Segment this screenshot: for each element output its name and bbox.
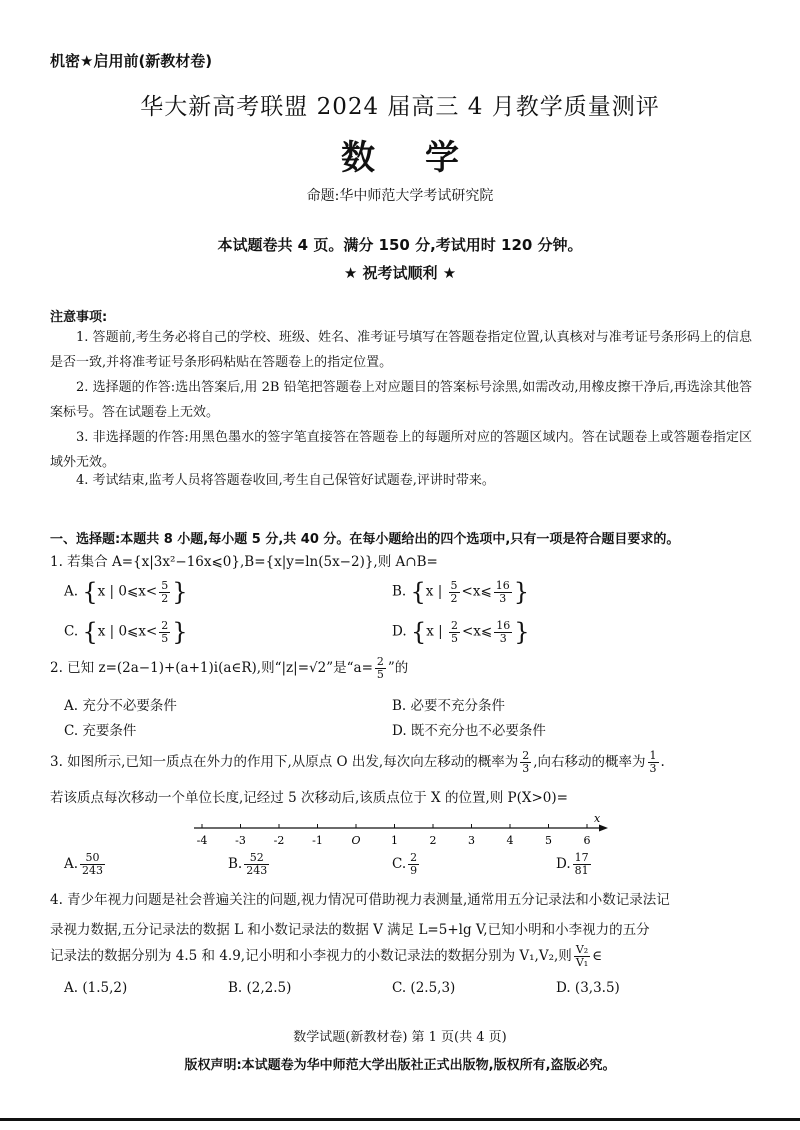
q3-option-b — [228, 852, 271, 877]
q1-d-label: D. — [392, 623, 407, 640]
q1-c-label: C. — [64, 623, 79, 640]
section-heading: 一、选择题:本题共 8 小题,每小题 5 分,共 40 分。在每小题给出的四个选项中,只有一项是符合题目要求的。 — [50, 532, 680, 547]
q1-option-d — [392, 618, 530, 646]
q1-a-fraction — [159, 580, 170, 605]
copyright-notice: 版权声明:本试题卷为华中师范大学出版社正式出版物,版权所有,盗版必究。 — [184, 1058, 616, 1073]
notice-item-2: 2. 选择题的作答:选出答案后,用 2B 铅笔把答题卷上对应题目的答案标号涂黑,如需改动,用橡皮擦干净后,再选涂其他答案标号。答在试题卷上无效。 — [50, 380, 752, 420]
q1-b-mid: <x⩽ — [461, 583, 492, 600]
notice-item-3: 3. 非选择题的作答:用黑色墨水的签字笔直接答在答题卷上的每题所对应的答题区域内。答在试题卷上或答题卷指定区域外无效。 — [50, 430, 752, 470]
number-line-figure — [190, 812, 610, 852]
q3-d-fraction — [573, 852, 591, 877]
right-brace-icon: } — [172, 618, 188, 646]
q2-stem-num: 2 — [376, 655, 384, 668]
q3-stem1-pre: 3. 如图所示,已知一质点在外力的作用下,从原点 O 出发,每次向左移动的概率为 — [50, 754, 519, 770]
q2-option-c: C. 充要条件 — [64, 723, 137, 739]
q1-b-label: B. — [392, 583, 407, 600]
q1-b-den2: 3 — [499, 591, 507, 605]
q1-b-num1: 5 — [450, 578, 458, 592]
bottom-rule — [0, 1118, 800, 1121]
q3-a-fraction — [80, 852, 105, 877]
q1-a-label: A. — [64, 583, 79, 600]
q1-b-var: x | — [425, 583, 447, 600]
q2-option-d: D. 既不充分也不必要条件 — [392, 723, 546, 739]
right-brace-icon: } — [513, 578, 530, 606]
q3-b-num: 52 — [244, 852, 269, 865]
q2-stem — [50, 656, 408, 681]
left-brace-icon: { — [410, 578, 426, 606]
left-brace-icon: { — [410, 618, 427, 646]
tick-label: O — [351, 834, 361, 847]
exam-info: 本试题卷共 4 页。满分 150 分,考试用时 120 分钟。 — [217, 236, 583, 254]
q1-a-text: x | 0⩽x< — [97, 583, 158, 600]
axis-arrow-icon — [599, 825, 608, 832]
q4-line3-pre: 记录法的数据分别为 4.5 和 4.9,记小明和小李视力的小数记录法的数据分别为 V₁,V₂,则 — [50, 948, 572, 964]
notice-item-4: 4. 考试结束,监考人员将答题卷收回,考生自己保管好试题卷,评讲时带来。 — [76, 473, 495, 488]
q2-stem-post: ”的 — [387, 660, 409, 676]
notice-title: 注意事项: — [50, 310, 108, 325]
q1-d-num2: 16 — [496, 618, 511, 632]
q1-d-fraction-1 — [449, 620, 460, 645]
q4-ratio-den: V₁ — [575, 956, 589, 969]
tick-label: 5 — [545, 834, 552, 847]
q4-option-a: A. (1.5,2) — [64, 980, 128, 996]
q1-d-num1: 2 — [450, 618, 458, 632]
q3-option-c — [392, 852, 421, 877]
tick-label: 4 — [506, 834, 514, 847]
q3-b-label: B. — [228, 856, 243, 872]
exam-title: 华大新高考联盟 2024 届高三 4 月教学质量测评 — [140, 94, 660, 120]
tick-label: -4 — [196, 834, 208, 847]
confidential-label: 机密★启用前(新教材卷) — [50, 52, 213, 70]
q1-c-fraction — [159, 620, 170, 645]
q2-option-b: B. 必要不充分条件 — [392, 698, 506, 714]
q3-option-d — [556, 852, 593, 877]
right-brace-icon: } — [514, 618, 530, 646]
q3-b-den: 243 — [246, 864, 268, 877]
q1-d-var: x | — [426, 623, 447, 640]
q1-c-den: 5 — [161, 631, 169, 645]
tick-label: 3 — [468, 834, 475, 847]
tick-label: -2 — [273, 834, 285, 847]
tick-label: -1 — [312, 834, 323, 847]
tick-label: 6 — [583, 834, 591, 847]
q3-p-left-den: 3 — [522, 762, 530, 775]
right-brace-icon: } — [172, 578, 188, 606]
q1-a-num: 5 — [161, 578, 169, 592]
tick-label: 1 — [391, 834, 398, 847]
q3-a-label: A. — [64, 856, 79, 872]
subject-title: 数学 — [341, 138, 509, 178]
good-luck-line: ★ 祝考试顺利 ★ — [343, 264, 457, 282]
q2-stem-fraction — [375, 656, 386, 681]
q4-option-b: B. (2,2.5) — [228, 980, 292, 996]
q1-b-fraction-1 — [449, 580, 460, 605]
q3-p-left-num: 2 — [522, 749, 530, 762]
q3-option-a — [64, 852, 107, 877]
q3-stem-line2: 若该质点每次移动一个单位长度,记经过 5 次移动后,该质点位于 X 的位置,则 P(X>0)= — [50, 790, 568, 806]
page-footer: 数学试题(新教材卷) 第 1 页(共 4 页) — [293, 1030, 507, 1045]
q4-ratio-num: V₂ — [575, 943, 589, 956]
q3-c-num: 2 — [410, 851, 418, 864]
q4-ratio-fraction — [574, 944, 590, 969]
q3-d-num: 17 — [574, 851, 589, 864]
q1-option-a — [64, 578, 187, 606]
q4-line1: 4. 青少年视力问题是社会普遍关注的问题,视力情况可借助视力表测量,通常用五分记录法和小数记录法记 — [50, 892, 670, 908]
q1-b-fraction-2 — [494, 580, 512, 605]
q1-d-fraction-2 — [494, 620, 512, 645]
q4-line2: 录视力数据,五分记录法的数据 L 和小数记录法的数据 V 满足 L=5+lg V,已知小明和小李视力的五分 — [50, 922, 650, 938]
author-line: 命题:华中师范大学考试研究院 — [306, 188, 494, 204]
q1-option-b — [392, 578, 529, 606]
q1-d-mid: <x⩽ — [461, 623, 493, 640]
q4-option-d: D. (3,3.5) — [556, 980, 620, 996]
q1-b-den1: 2 — [450, 591, 458, 605]
q1-b-num2: 16 — [495, 578, 510, 592]
q1-d-den2: 3 — [499, 631, 507, 645]
q3-c-den: 9 — [410, 864, 418, 877]
q3-b-fraction — [244, 852, 269, 877]
q3-p-right-num: 1 — [649, 749, 657, 762]
q2-stem-pre: 2. 已知 z=(2a−1)+(a+1)i(a∈R),则“|z|=√2”是“a= — [50, 660, 373, 676]
axis-variable: x — [594, 812, 601, 825]
q4-option-c: C. (2.5,3) — [392, 980, 456, 996]
q3-p-right-fraction — [648, 750, 659, 775]
q2-option-a: A. 充分不必要条件 — [64, 698, 177, 714]
tick-label: -3 — [235, 834, 246, 847]
q3-stem-line1 — [50, 750, 665, 775]
q3-c-fraction — [408, 852, 419, 877]
q3-p-right-den: 3 — [649, 762, 657, 775]
q1-c-num: 2 — [161, 618, 169, 632]
q3-p-left-fraction — [520, 750, 531, 775]
q3-stem1-mid: ,向右移动的概率为 — [533, 754, 646, 770]
q2-stem-den: 5 — [376, 668, 384, 681]
q3-c-label: C. — [392, 856, 407, 872]
q1-c-text: x | 0⩽x< — [97, 623, 158, 640]
q4-line3-post: ∈ — [592, 948, 603, 964]
left-brace-icon: { — [82, 578, 98, 606]
q1-stem: 1. 若集合 A={x|3x²−16x⩽0},B={x|y=ln(5x−2)},则 A∩B= — [50, 554, 438, 570]
q3-d-label: D. — [556, 856, 571, 872]
q3-stem1-post: . — [660, 754, 665, 770]
q4-line3 — [50, 944, 602, 969]
q3-a-den: 243 — [82, 864, 104, 877]
q1-d-den1: 5 — [450, 631, 458, 645]
q3-a-num: 50 — [80, 852, 105, 865]
left-brace-icon: { — [82, 618, 98, 646]
q1-option-c — [64, 618, 188, 646]
q1-a-den: 2 — [161, 591, 169, 605]
tick-label: 2 — [429, 834, 437, 847]
notice-item-1: 1. 答题前,考生务必将自己的学校、班级、姓名、准考证号填写在答题卷指定位置,认真核对与准考证号条形码上的信息是否一致,并将准考证号条形码粘贴在答题卷上的指定位置。 — [50, 330, 752, 370]
q3-d-den: 81 — [574, 864, 589, 877]
